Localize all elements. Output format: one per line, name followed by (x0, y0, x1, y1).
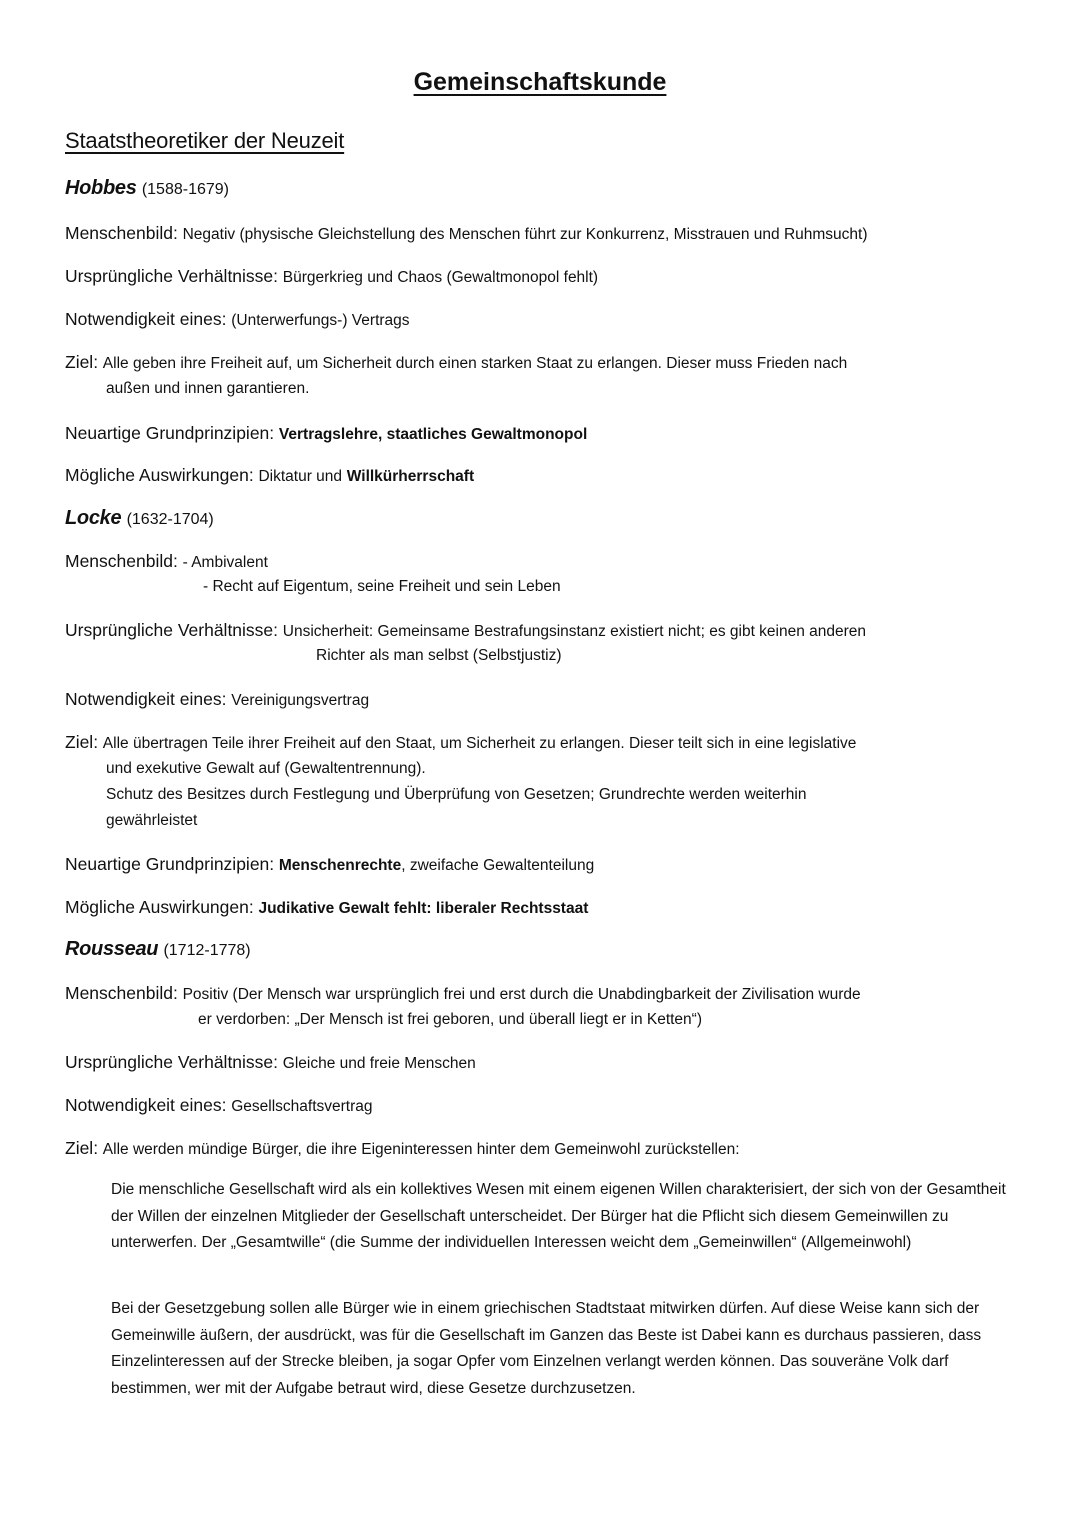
rousseau-menschenbild-continued: er verdorben: „Der Mensch ist frei geboren, und überall liegt er in Ketten“) (198, 1011, 702, 1028)
field-value-bold: Willkürherrschaft (346, 468, 475, 485)
locke-heading (65, 507, 214, 530)
field-label: Menschenbild: (65, 983, 178, 1003)
field-value: Diktatur und (258, 468, 343, 485)
locke-menschenbild-continued: - Recht auf Eigentum, seine Freiheit und sein Leben (203, 578, 561, 595)
hobbes-verhaeltnisse (65, 263, 598, 291)
field-value: Gesellschaftsvertrag (231, 1098, 373, 1115)
field-value: , zweifache Gewaltenteilung (401, 857, 595, 874)
rousseau-ziel (65, 1135, 740, 1163)
locke-verhaeltnisse-continued: Richter als man selbst (Selbstjustiz) (316, 647, 562, 664)
locke-ziel-continued: gewährleistet (106, 812, 198, 829)
field-value: Gleiche und freie Menschen (282, 1055, 476, 1072)
field-label: Ursprüngliche Verhältnisse: (65, 620, 279, 640)
field-label: Neuartige Grundprinzipien: (65, 423, 275, 443)
field-label: Menschenbild: (65, 223, 178, 243)
field-value: (Unterwerfungs-) Vertrags (231, 312, 410, 329)
hobbes-menschenbild (65, 220, 868, 248)
field-label: Notwendigkeit eines: (65, 309, 227, 329)
field-value: Positiv (Der Mensch war ursprünglich frei und erst durch die Unabdingbarkeit der Zivilisation wurde (182, 986, 861, 1003)
hobbes-heading (65, 177, 229, 200)
field-value: Alle werden mündige Bürger, die ihre Eigeninteressen hinter dem Gemeinwohl zurückstellen: (102, 1141, 740, 1158)
field-value: - Ambivalent (182, 554, 268, 571)
field-value-bold: Vertragslehre, staatliches Gewaltmonopol (278, 426, 588, 443)
field-value-bold: Judikative Gewalt fehlt: liberaler Rechtsstaat (258, 900, 589, 917)
field-value-bold: Menschenrechte (278, 857, 402, 874)
field-label: Mögliche Auswirkungen: (65, 465, 254, 485)
rousseau-menschenbild (65, 980, 861, 1008)
person-name: Hobbes (65, 177, 137, 199)
locke-auswirkungen (65, 894, 588, 922)
person-name: Locke (65, 507, 122, 529)
hobbes-auswirkungen (65, 462, 474, 490)
locke-verhaeltnisse (65, 617, 866, 645)
rousseau-paragraph-1: Die menschliche Gesellschaft wird als ein kollektives Wesen mit einem eigenen Willen charakterisiert, der sich von der Gesamtheit der Willen der einzelnen Mitglieder der Gesellschaft unterscheidet. Der Bürger hat die Pflicht sich diesem Gemeinwillen zu unterwerfen. Der „Gesamtwille“ (die Summe der individuellen Interessen weicht dem „Gemeinwillen“ (Allgemeinwohl) (111, 1181, 1006, 1251)
locke-menschenbild (65, 548, 268, 576)
field-value: Alle geben ihre Freiheit auf, um Sicherheit durch einen starken Staat zu erlangen. Dieser muss Frieden nach (102, 355, 848, 372)
page-title: Gemeinschaftskunde (413, 68, 667, 96)
field-value: Negativ (physische Gleichstellung des Menschen führt zur Konkurrenz, Misstrauen und Ruhmsucht) (182, 226, 868, 243)
field-value: Unsicherheit: Gemeinsame Bestrafungsinstanz existiert nicht; es gibt keinen anderen (282, 623, 867, 640)
hobbes-notwendigkeit (65, 306, 410, 334)
locke-ziel (65, 729, 856, 757)
hobbes-ziel-continued: außen und innen garantieren. (106, 380, 310, 397)
rousseau-heading (65, 938, 251, 961)
hobbes-grundprinzipien (65, 420, 587, 448)
person-years: (1588-1679) (141, 181, 229, 198)
hobbes-ziel (65, 349, 847, 377)
field-label: Notwendigkeit eines: (65, 689, 227, 709)
locke-notwendigkeit (65, 686, 369, 714)
section-heading: Staatstheoretiker der Neuzeit (65, 128, 345, 153)
field-value: Bürgerkrieg und Chaos (Gewaltmonopol fehlt) (282, 269, 599, 286)
field-label: Notwendigkeit eines: (65, 1095, 227, 1115)
person-name: Rousseau (65, 938, 159, 960)
locke-grundprinzipien (65, 851, 594, 879)
field-label: Ziel: (65, 352, 99, 372)
locke-ziel-continued: und exekutive Gewalt auf (Gewaltentrennung). (106, 760, 426, 777)
field-label: Neuartige Grundprinzipien: (65, 854, 275, 874)
field-label: Ziel: (65, 732, 99, 752)
field-label: Menschenbild: (65, 551, 178, 571)
locke-ziel-continued: Schutz des Besitzes durch Festlegung und Überprüfung von Gesetzen; Grundrechte werden weiterhin (106, 786, 807, 803)
field-value: Alle übertragen Teile ihrer Freiheit auf den Staat, um Sicherheit zu erlangen. Dieser teilt sich in eine legislative (102, 735, 857, 752)
rousseau-paragraph-2: Bei der Gesetzgebung sollen alle Bürger wie in einem griechischen Stadtstaat mitwirken dürfen. Auf diese Weise kann sich der Gemeinwille äußern, der ausdrückt, was für die Gesellschaft im Ganzen das Beste ist Dabei kann es durchaus passieren, dass Einzelinteressen auf der Strecke bleiben, ja sogar Opfer vom Einzelnen verlangt werden können. Das souveräne Volk darf bestimmen, wer mit der Aufgabe betraut wird, diese Gesetze durchzusetzen. (111, 1300, 982, 1397)
person-years: (1632-1704) (126, 511, 214, 528)
field-label: Mögliche Auswirkungen: (65, 897, 254, 917)
field-label: Ursprüngliche Verhältnisse: (65, 266, 279, 286)
rousseau-notwendigkeit (65, 1092, 373, 1120)
rousseau-verhaeltnisse (65, 1049, 476, 1077)
field-label: Ziel: (65, 1138, 99, 1158)
field-label: Ursprüngliche Verhältnisse: (65, 1052, 279, 1072)
person-years: (1712-1778) (163, 942, 251, 959)
field-value: Vereinigungsvertrag (231, 692, 370, 709)
